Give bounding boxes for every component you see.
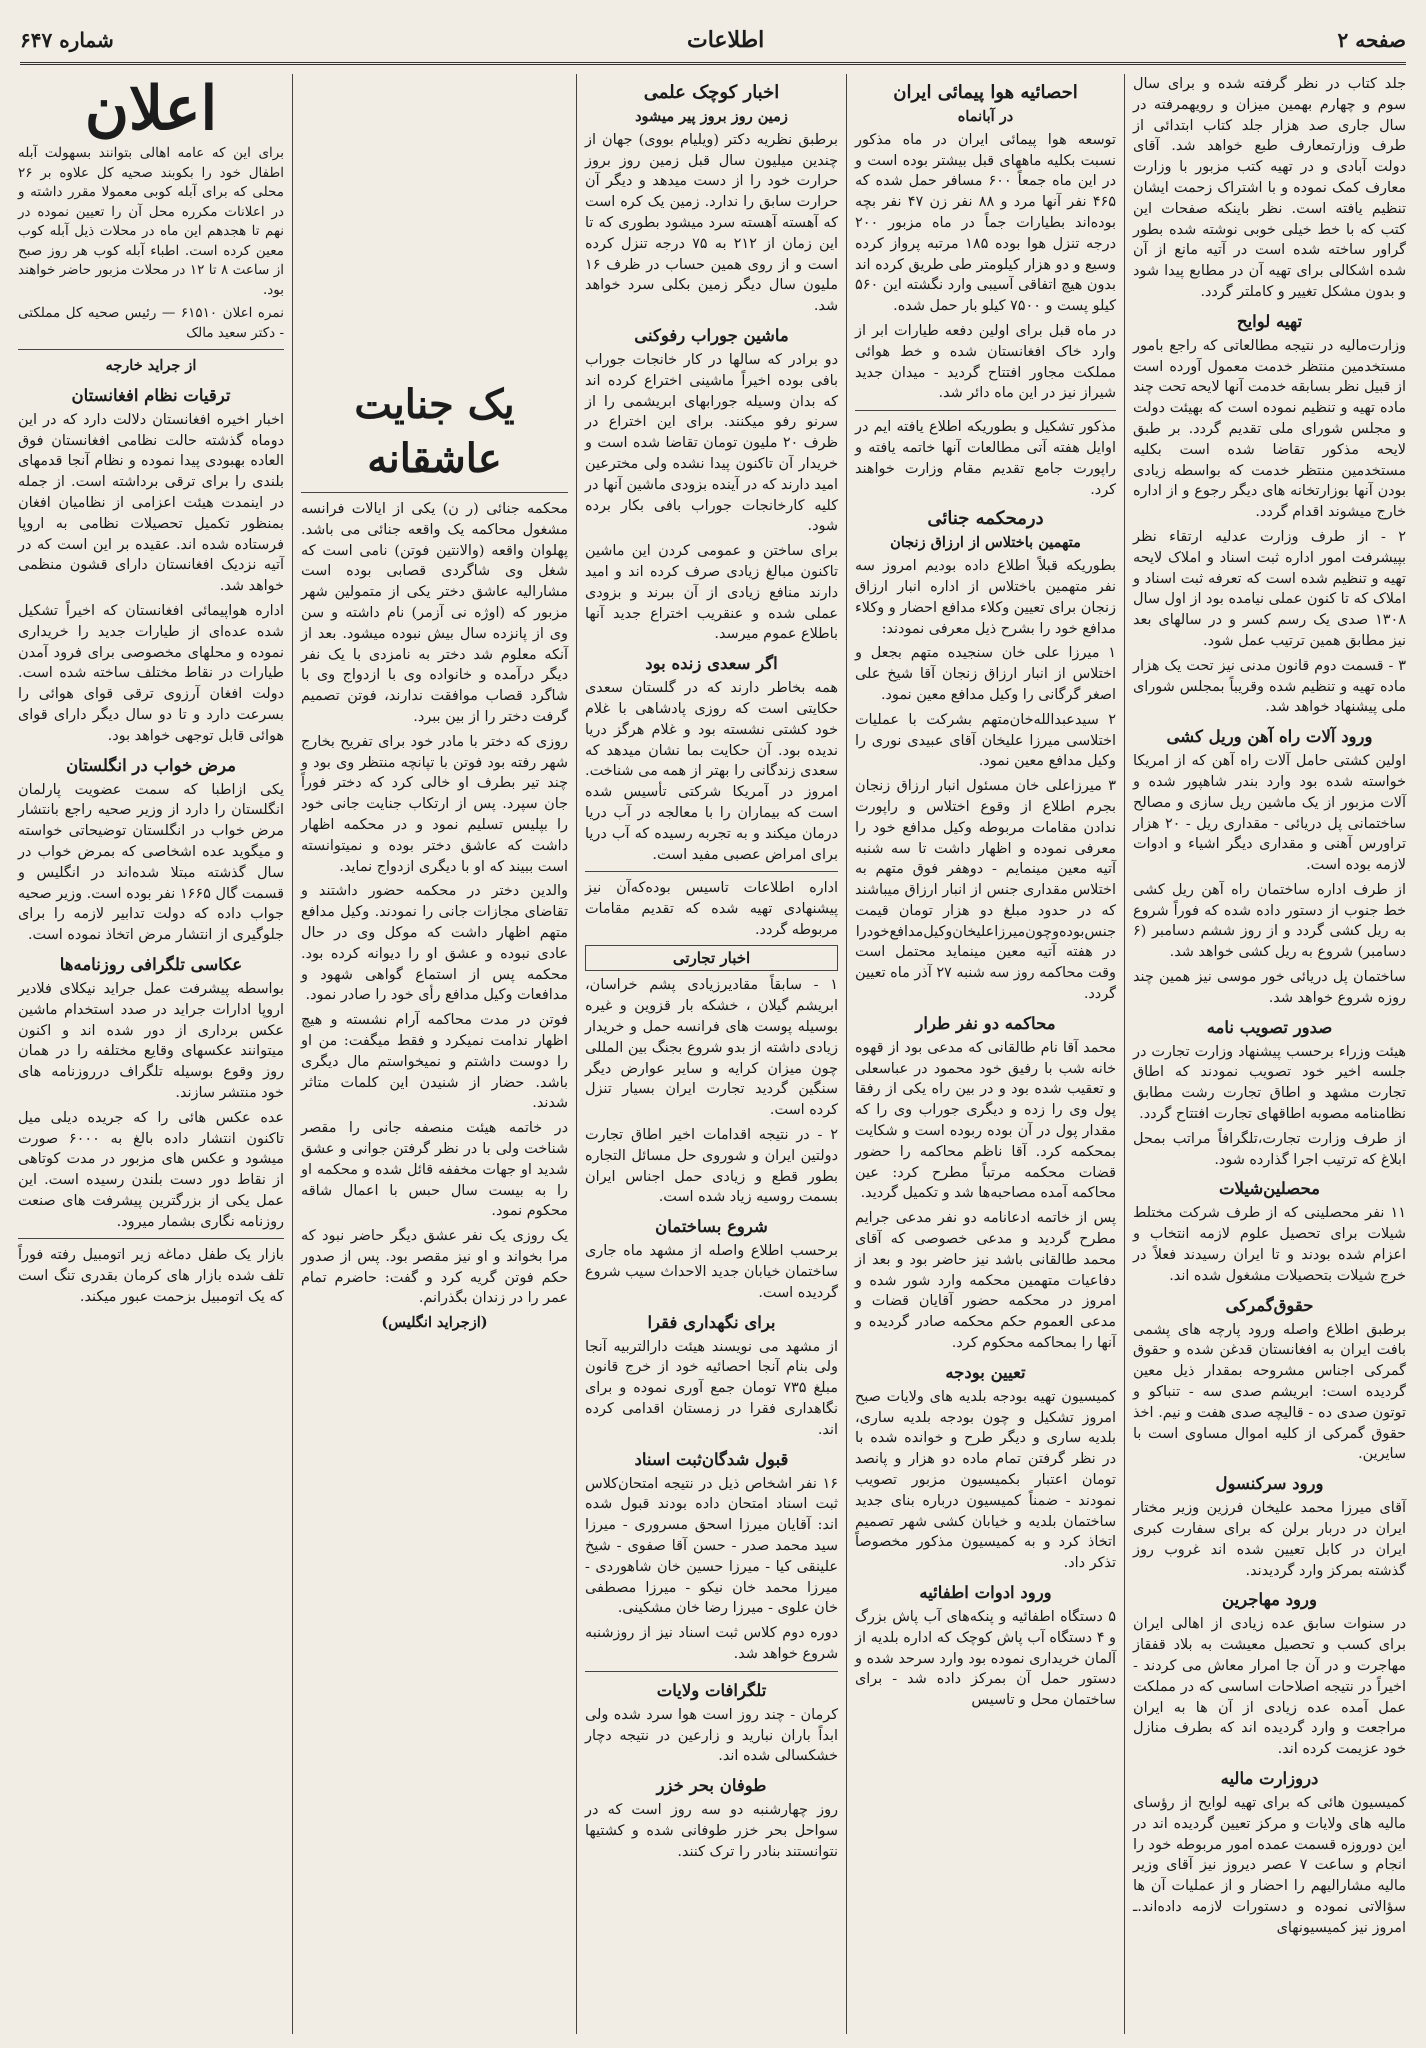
article-text: یکی ازاطبا که سمت عضویت پارلمان انگلستان را دارد از وزیر صحیه راجع بانتشار مرض خواب در انگلستان توضیحاتی خواسته و میگوید عده اشخاصی که بمرض خواب در سال گذشته مبتلا شده‌اند در انگلیس و قسمت گال ۱۶۶۵ نفر بوده است. وزیر صحیه جواب داده که دولت تدابیر لازمه را برای جلوگیری از انتشار مرض اتخاذ نموده است.: [18, 781, 284, 944]
article-heading: ماشین جوراب رفوکنی: [634, 325, 789, 345]
article-text: از مشهد می نویسند هیئت دارالتربیه آنجا ولی بنام آنجا احصائیه خود از خرج قانون مبلغ ۷۳۵ تومان جمع آوری نموده و برای نگاهداری فقرا در زمستان اقدامی کرده اند.: [585, 1338, 838, 1438]
newspaper-name: اطلاعات: [687, 27, 765, 53]
article-text: اخبار اخیره افغانستان دلالت دارد که در این دوماه گذشته حالت نظامی افغانستان فوق العاده بهبودی پیدا نموده و نظام آنجا قدمهای بلندی را برای ترقی برداشته است. از جمله در اینمدت هیئت اعزامی از نظامیان افغان بمنظور تکمیل تحصیلات نظامی به اروپا فرستاده شده اند. عقیده بر این است که در آتیه نزدیک افغانستان دارای قشون منظمی خواهد شد.: [18, 411, 284, 595]
article-text: ۳ - قسمت دوم قانون مدنی نیز تحت یک هزار ماده تهیه و تنظیم شده وقریباً بمجلس شورای ملی پیشنهاد خواهد شد.: [1133, 657, 1406, 716]
spacer: [301, 74, 568, 374]
divider: [18, 1238, 284, 1239]
article-text: دوره دوم کلاس ثبت اسناد نیز از روزشنبه شروع خواهد شد.: [585, 1625, 838, 1662]
article-subheading: زمین روز بروز پیر میشود: [635, 108, 788, 125]
article-text: ۲ سیدعبدالله‌خان‌متهم بشرکت با عملیات اختلاسی میرزا علیخان آقای عبیدی نوری را وکیل مدافع معین نمود.: [855, 711, 1116, 770]
article-source: (ازجراید انگلیس): [381, 1314, 488, 1332]
article-text: بازار یک طفل دماغه زیر اتومبیل رفته فوراً تلف شده بازار های کرمان بقدری تنگ است که یک اتومبیل بزحمت عبور میکند.: [18, 1247, 284, 1306]
article-heading: ورود سرکنسول: [1215, 1474, 1324, 1494]
column-4: [292, 74, 576, 2034]
article-heading: ورود مهاجرین: [1222, 1590, 1317, 1610]
article-heading: مرض خواب در انگلستان: [66, 755, 236, 775]
article-heading: عکاسی تلگرافی روزنامه‌ها: [59, 954, 243, 974]
article-text: فوتن در مدت محاکمه آرام نشسته و هیچ اظهار ندامت نمیکرد و فقط میگفت: من او را دوست داشتم و نمیخواستم مال دیگری باشد. حضار از شنیدن این کلمات متاثر شدند.: [301, 1012, 568, 1112]
masthead: [20, 18, 1406, 65]
announcement-text: برای این که عامه اهالی بتوانند بسهولت آبله اطفال خود را بکوبند صحیه کل علاوه بر ۲۶ محلی که برای آبله کوبی معمولا مقرر داشته و در اعلانات مکرره محل آن را تعیین نموده در نهم تا هجدهم این ماه در محلات ذیل آبله کوب معین کرده است. اطباء آبله کوب هر روز صبح از ساعت ۸ تا ۱۲ در محلات مزبور حاضر خواهند بود.: [18, 145, 285, 298]
article-text: ۲ - از طرف وزارت عدلیه ارتقاء نظر بپیشرفت امور اداره ثبت اسناد و املاک لایحه تهیه و تنظیم شده است که تعرفه ثبت اسناد و املاک که تا کنون عملی نیامده بود از اول سال ۱۳۰۸ صدی یک رسم کسر و در سالهای بعد نیز مطابق همین ترتیب عمل شود.: [1133, 528, 1406, 649]
article-text: اداره اطلاعات تاسیس بوده‌که‌آن نیز پیشنهادی تهیه شده که تقدیم مقامات مربوطه گردد.: [585, 880, 838, 938]
column-5: [10, 74, 292, 2034]
section-heading: اخبار تجارتی: [585, 945, 838, 972]
divider: [301, 492, 568, 493]
article-text: مذکور تشکیل و بطوریکه اطلاع یافته ایم در اوایل هفته آتی مطالعات آنها خاتمه یافته و راپورت جامع تقدیم مقام وزارت خواهند کرد.: [855, 419, 1116, 498]
divider: [855, 410, 1116, 411]
article-text: برطبق نظریه دکتر (ویلیام بووی) جهان از چندین میلیون سال قبل زمین روز بروز حرارت خود را از دست میدهد و دیگر آن حرارت سابق را ندارد. زمین یک کره است که آهسته آهسته سرد میشود بطوری که تا این زمان از ۲۱۲ به ۷۵ درجه تنزل کرده است و از روی همین حساب در ظرف ۱۶ ملیون سال دیگر زمین بکلی سرد خواهد شد.: [585, 131, 838, 315]
article-heading: اگر سعدی زنده بود: [645, 654, 778, 674]
article-text: همه بخاطر دارند که در گلستان سعدی حکایتی است که روزی پادشاهی با غلام خود کشتی نشسته بود و غلام هرگز دریا ندیده بود. آن حکایت بما نشان میدهد که سعدی زندگانی را بهتر از همه می شناخت. امروز در آمریکا شرکتی تأسیس شده است که بیماران را با معالجه در آب دریا درمان میکند و به تجربه رسیده که آب دریا برای امراض عصبی مفید است.: [585, 680, 838, 863]
article-text: اولین کشتی حامل آلات راه آهن که از امریکا خواسته شده بود وارد بندر شاهپور شده و آلات مزبور از یک ماشین ریل سازی و مصالح ساختمانی پل دریائی - مقداری ریل - ۲۰ هزار تراورس آهنی و مقداری دیگر اشیاء و ادوات لازمه بوده است.: [1133, 753, 1406, 874]
article-heading: قبول شدگان‌ثبت اسناد: [634, 1449, 789, 1469]
column-1: [1124, 74, 1414, 2034]
announcement-footer: نمره اعلان ۶۱۵۱۰ — رئیس صحیه کل مملکتی - دکتر سعید مالک: [18, 305, 284, 341]
article-subheading: در آبانماه: [957, 108, 1014, 125]
page-number: صفحه ۲: [1337, 28, 1406, 52]
article-heading: اخبار کوچک علمی: [643, 82, 780, 103]
article-heading: طوفان بحر خزر: [656, 1776, 767, 1796]
article-text: والدین دختر در محکمه حضور داشتند و تقاضای مجازات جانی را نمودند. وکیل مدافع متهم اظهار داشت که موکل وی در حال عادی نبوده و عشق او را دیوانه کرده بود. محکمه پس از استماع گواهی شهود و مدافعات وکیل مدافع رأی خود را صادر نمود.: [301, 883, 568, 1004]
article-text: ۳ میرزاعلی خان مسئول انبار ارزاق زنجان بجرم اطلاع از وقوع اختلاس و راپورت ندادن مقامات مربوطه وکیل مدافع خود را معرفی نموده و اظهار داشت تا سه شنبه آتیه معین مینمایم - دوهفر فوق متهم به اختلاس مقداری جنس از انبار ارزاق میباشند که در حدود مبلغ دو هزار تومان قیمت جنس‌بوده‌وچون‌میرزاعلیخان‌وکیل‌مدافع‌خودرا در هفته آتیه معین مینماید محتمل است وقت محاکمه روز سه شنبه ۲۷ آذر ماه تعیین گردد.: [855, 778, 1116, 1003]
divider: [585, 871, 838, 872]
feature-title: یک جنایت عاشقانه: [354, 381, 515, 482]
column-2: [846, 74, 1124, 2034]
article-heading: تهیه لوایح: [1236, 311, 1303, 331]
article-text: کمیسیون تهیه بودجه بلدیه های ولایات صبح امروز تشکیل و چون بودجه بلدیه ساری، بلدیه ساری و دیگر طرح و خوانده شده با در نظر گرفتن تمام ماده دو هزار و پانصد تومان اعتبار بکمیسیون مزبور تصویب نمودند - ضمناً کمیسیون درباره بنای جدید ساختمان بلدیه و خیابان کشی شهر تصمیم اتخاذ کرد و به کمیسیون مذکور مخصوصاً تذکر داد.: [855, 1388, 1116, 1572]
article-text: ۱۶ نفر اشخاص ذیل در نتیجه امتحان‌کلاس ثبت اسناد امتحان داده بودند قبول شده اند: آقایان میرزا اسحق مسروری - میرزا سید محمد صدر - حسن آقا صفوی - شیخ علینقی کیا - میرزا حسین خان شاهوردی - میرزا محمد خان نیکو - میرزا مصطفی خان علوی - میرزا رضا خان مشکینی.: [585, 1475, 838, 1617]
article-heading: ورود آلات راه آهن وریل کشی: [1166, 727, 1373, 747]
article-text: ۵ دستگاه اطفائیه و پنکه‌های آب‌ پاش بزرگ و ۴ دستگاه آب پاش کوچک که اداره بلدیه از آلمان خریداری نموده بود وارد سرحد شده و دستور حمل آن بمرکز داده شد - برای ساختمان محل و تاسیس: [855, 1609, 1116, 1709]
article-heading: تلگرافات ولایات: [656, 1680, 767, 1700]
article-text: روزی که دختر با مادر خود برای تفریح بخارج شهر رفته بود فوتن با تپانچه منتظر وی بود و چند تیر بطرف او خالی کرد که دختر فوراً جان سپرد. پس از ارتکاب جنایت جانی خود را بپلیس تسلیم نمود و در محکمه اظهار داشت که عاشق دختر بوده و نمیتوانسته است ببیند که او با دیگری ازدواج نماید.: [301, 733, 568, 875]
article-heading: حقوق‌گمرکی: [1225, 1295, 1314, 1315]
article-text: ساختمان پل دریائی خور موسی نیز همین چند روزه شروع خواهد شد.: [1133, 969, 1406, 1006]
article-text: محمد آقا نام طالقانی که مدعی بود از قهوه خانه شب با رفیق خود محمود در عباسعلی و تعقیب شده بود و در بین راه یکی از رفقا پول وی را زده و دیگری جوراب وی را که مقدار پول در آن بوده ربوده است و شکایت بمحکمه کرد. آقا ناظم محاکمه را حضور قضات محکمه مرتباً مطرح کرد: عین محاکمه آمده مصاحبه‌ها شد و تکمیل گردید.: [855, 1039, 1116, 1202]
article-heading: صدور تصویب نامه: [1206, 1017, 1333, 1037]
divider: [18, 349, 284, 350]
article-heading: احصائیه هوا پیمائی ایران: [893, 82, 1078, 103]
article-text: کرمان - چند روز است هوا سرد شده ولی ابداً باران نبارید و زارعین در نتیجه دچار خشکسالی شده اند.: [585, 1706, 838, 1765]
article-text: ۱ - سابقاً مقادیرزیادی پشم خراسان، ابریشم گیلان ، خشکه بار قزوین و غیره بوسیله پوست های فرانسه حمل و خریدار زیادی داشته از بدو شروع بجنگ بین المللی چون میزان کرایه و سایر عوارض دیگر سنگین گردید تجارت ایران بسیار تنزل کرده است.: [585, 977, 838, 1119]
article-text: در سنوات سابق عده زیادی از اهالی ایران برای کسب و تحصیل معیشت به بلاد قفقاز مهاجرت و در آن جا امرار معاش می کردند - اخیراً در نتیجه اصلاحات اساسی که در مملکت عمل آمده عده زیادی از آن ها به ایران مراجعت و وارد گردیده اند که بطرف منازل خود عزیمت کرده اند.: [1133, 1616, 1406, 1758]
article-text: پس از خاتمه ادعانامه دو نفر مدعی جرایم مطرح گردید و مدعی خصوصی که آقای محمد طالقانی باشد نیز حاضر بود و بعد از دفاعیات متهمین محکمه وارد شور شده و امروز در محکمه حضور آقایان قضات و مدعی العموم حکم محکمه صادر گردیده و آنها را بمحاکمه محکوم کرد.: [855, 1210, 1116, 1352]
article-text: هیئت وزراء برحسب پیشنهاد وزارت تجارت در جلسه اخیر خود تصویب نمودند که اطاق تجارت مشهد و اطاق تجارت رشت مطابق نظامنامه مصوبه اطاقهای تجارت افتتاح گردد.: [1133, 1043, 1406, 1123]
article-text: آقای میرزا محمد علیخان فرزین وزیر مختار ایران در دربار برلن که برای سفارت کبری ایران در کابل تعیین شده اند غروب روز گذشته بمرکز وارد گردیدند.: [1133, 1500, 1406, 1579]
article-text: جلد کتاب در نظر گرفته شده و برای سال سوم و چهارم بهمین میزان و رویهمرفته در سال جاری صد هزار جلد کتاب ابتدائی از طرف وزارتمعارف طبع خواهد شد. آقای دولت آبادی و در تهیه کتب مزبور با وزارت معارف کمک نموده و با اشتراک زحمت ایشان تنظیم یافته است. نظر باینکه صفحات این کتب که با خط خیلی خوبی نوشته شده بطور گراور ساخته شده است در آتیه مانع از آن شده اشکالی برای تهیه آن در مطابع پیدا شود و بدون مشکل تغییر و کاملتر گردد.: [1133, 76, 1406, 300]
section-heading: از جراید خارجه: [105, 357, 197, 374]
article-heading: درمحکمه جنائی: [927, 508, 1044, 530]
article-text: دو برادر که سالها در کار خانجات جوراب بافی بوده اخیراً ماشینی اختراع کرده اند که بدان وسیله جورابهای ابریشمی را از سرنو رفو میکنند. برای این اختراع در ظرف ۲۰ ملیون تومان تقاضا شده است و خریدار آن تاکنون پیدا نشده ولی مخترعین امید دارند که در آینده بزودی ماشین آنها در کلیه کارخانجات جوراب بافی بکار برده شود.: [585, 351, 838, 535]
article-text: برحسب اطلاع واصله از مشهد ماه جاری ساختمان خیابان جدید الاحداث سیب شروع گردیده است.: [585, 1243, 838, 1301]
article-text: بواسطه پیشرفت عمل جراید نیکلای فلادیر اروپا ادارات جراید در صدد استخدام ماشین عکس برداری از دور شده اند و اکنون میتوانند عکسهای وقایع مختلفه را در همان روز وقوع بوسیله تلگراف درروزنامه های خود منتشر سازند.: [18, 980, 284, 1101]
article-heading: برای نگهداری فقرا: [647, 1312, 776, 1332]
issue-number: شماره ۶۴۷: [20, 28, 114, 52]
article-text: کمیسیون هائی که برای تهیه لوایح از رؤسای مالیه های ولایات و مرکز تعیین گردیده اند در این دوروزه قسمت عمده امور مربوطه خود را انجام و ساعت ۷ عصر دیروز نیز آقای وزیر مالیه مشارالیهم را احضار و از عملیات آن ها سؤالاتی نموده و دستورات لازمه داده‌اند.ـ امروز نیز کمیسیونهای: [1133, 1794, 1406, 1936]
article-text: روز چهارشنبه دو سه روز است که در سواحل بحر خزر طوفانی شده و کشتیها نتوانستند بنادر را ترک کنند.: [585, 1802, 838, 1860]
article-heading: دروزارت مالیه: [1220, 1768, 1319, 1788]
article-text: ۱۱ نفر محصلینی که از طرف شرکت مختلط شیلات برای تحصیل علوم لازمه انتخاب و اعزام شده بودند و تا ایران رسیدند فعلاً در خرج شیلات بتحصیلات مشغول شده اند.: [1133, 1205, 1406, 1284]
article-heading: شروع بساختمان: [655, 1217, 768, 1237]
article-text: برای ساختن و عمومی کردن این ماشین تاکنون مبالغ زیادی صرف کرده اند و امید دارند منافع زیادی از آن ببرند و بزودی عملی شده و عنقریب اختراع جدید آنها باطلاع عموم میرسد.: [585, 543, 838, 643]
article-text: یک روزی یک نفر عشق دیگر حاضر نبود که مرا بخواند و او نیز مقصر بود. پس از صدور حکم فوتن گریه کرد و گفت: حاضرم تمام عمر را در زندان بگذرانم.: [301, 1228, 568, 1307]
article-text: ۲ - در نتیجه اقدامات اخیر اطاق تجارت دولتین ایران و شوروی حل مسائل التجاره بطور قطع و زیادی حمل اجناس ایران بسمت روسیه زیاد شده است.: [585, 1127, 838, 1206]
article-text: وزارت‌مالیه در نتیجه مطالعاتی که راجع بامور مستخدمین منتظر خدمت معمول آورده است از قبیل نظر بسابقه خدمت آنها لایحه تحت چند ماده تهیه و تنظیم نموده است که بهیئت دولت و مجلس شورای ملی تقدیم گردد. بر طبق لایحه مذکور تقاضا شده است بکلیه مستخدمین منتظر خدمت که بواسطه زیادی بودن آنها بوزارتخانه های دیگر رجوع و از اداره خارج میشوند اقدام گردد.: [1133, 337, 1406, 521]
article-text: بطوریکه قبلاً اطلاع داده بودیم امروز سه نفر متهمین باختلاس از اداره انبار ارزاق زنجان برای تعیین وکلاء مدافع احضار و وکلاء مدافع خود را بشرح ذیل معرفی نمودند:: [855, 558, 1116, 637]
divider: [585, 1671, 838, 1672]
article-heading: محصلین‌شیلات: [1219, 1179, 1320, 1199]
article-text: محکمه جنائی (ر ن) یکی از ایالات فرانسه مشغول محاکمه یک واقعه جنائی می باشد. پهلوان واقعه (والانتین فوتن) نامی است که شغل وی شاگردی قصابی بوده است مشارالیه عاشق دختر یکی از متمولین شهر مزبور که (اوژه نی آزمر) نام داشته و سن وی از پانزده سال بیش نبوده میشود. بعد از آنکه معلوم شد دختر به نامزدی با یک نفر دیگر درآمده و خانواده وی با ازدواج وی با شاگرد قصاب موافقت ندارند، فوتن تصمیم گرفت دختر را از بین ببرد.: [301, 501, 568, 725]
announcement-title: اعلان: [84, 74, 218, 144]
article-text: در ماه قبل برای اولین دفعه طیارات ابر از وارد خاک افغانستان شده و خط هوائی مملکت مجاور افتتاح گردید - میدان جدید شیراز نیز در این ماه دائر شد.: [855, 322, 1116, 402]
article-text: برطبق اطلاع واصله ورود پارچه های پشمی بافت ایران به افغانستان قدغن شده و حقوق گمرکی اجناس مشروحه بمقدار ذیل معین گردیده است: ابریشم صدی سه - تنباکو و توتون صدی ده - قالیچه صدی هفت و نیم. اخذ حقوق گمرکی از کلیه‌ اموال‌ مساوی است با سایرین.: [1133, 1321, 1406, 1463]
article-heading: ترقیات نظام افغانستان: [71, 385, 231, 405]
article-heading: تعیین بودجه: [945, 1362, 1026, 1382]
article-text: اداره هواپیمائی افغانستان که اخیراً تشکیل شده عده‌ای از طیارات جدید را خریداری نموده و محلهای مخصوصی برای فرود آمدن طیارات در نقاط مختلف ساخته شده است. دولت افغان آرزوی ترقی قوای هوائی را بسرعت دارد و تا دو سال دیگر دارای قوای هوائی قابل توجهی خواهد بود.: [18, 602, 284, 744]
article-text: از طرف اداره ساختمان راه آهن ریل کشی خط جنوب از دستور داده شده که فوراً شروع به ریل کشی گردد و از روز ششم دسامبر (۶ دسامبر) شروع به ریل کشی خواهد شد.: [1133, 881, 1406, 961]
article-subheading: متهمین باختلاس از ارزاق زنجان: [890, 534, 1081, 552]
article-text: عده عکس هائی را که جریده دیلی میل تاکنون انتشار داده بالغ به ۶۰۰۰ صورت میشود و عکس های مزبور در مدت کوتاهی از نقاط دور دست بلندن رسیده است. این عمل یکی از بزرگترین پیشرفت های صنعت روزنامه نگاری بشمار میرود.: [18, 1109, 284, 1230]
article-heading: محاکمه دو نفر طرار: [915, 1013, 1056, 1033]
article-text: ۱ میرزا علی خان سنجیده متهم بجعل و اختلاس از انبار ارزاق زنجان آقا شیخ علی اصغر گرگانی را وکیل مدافع معین نمود.: [855, 645, 1116, 703]
article-text: از طرف وزارت تجارت،تلگرافاً مراتب بمحل ابلاغ که ترتیب اجرا گذارده شود.: [1133, 1130, 1406, 1168]
article-text: توسعه هوا پیمائی ایران در ماه مذکور نسبت بکلیه ماههای قبل بیشتر بوده است و در این ماه جمعاً ۶۰۰ مسافر حمل شده که ۴۶۵ نفر آنها مرد و ۸۸ نفر زن ۴۷ نفر بچه بوده‌اند بطیارات جماً در ماه مزبور ۲۰۰ درجه تنزل هوا بوده ۱۸۵ مرتبه پرواز کرده وسیع و دو هزار کیلومتر طی طریق کرده اند بدون هیچ اتفاقی آسیبی وارد نگشته این ۵۶۰ کیلو پست و ۷۵۰۰ کیلو بار حمل شده.: [855, 131, 1116, 315]
article-heading: ورود ادوات اطفائیه: [919, 1583, 1052, 1602]
column-3: [576, 74, 846, 2034]
article-text: در خاتمه هیئت منصفه جانی را مقصر شناخت ولی با در نظر گرفتن جوانی و عشق شدید او جهات مخففه قائل شده و محکمه او را به بیست سال حبس با اعمال شاقه محکوم نمود.: [301, 1120, 568, 1220]
